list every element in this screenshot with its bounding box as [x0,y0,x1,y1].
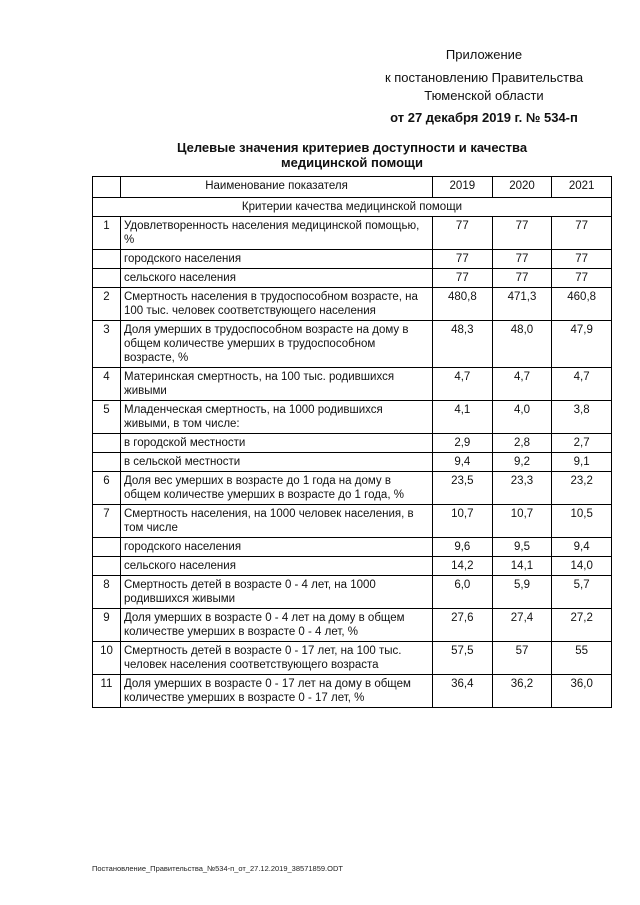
indicator-name: Доля вес умерших в возрасте до 1 года на дому в общем количестве умерших в возрасте до 1 года, % [121,472,433,505]
column-header-2020: 2020 [492,177,552,198]
value-2021: 10,5 [552,505,612,538]
value-2019: 4,7 [433,368,493,401]
indicator-name: Удовлетворенность населения медицинской помощью, % [121,217,433,250]
value-2019: 9,6 [433,538,493,557]
table-row [93,609,612,642]
appendix-date-number: от 27 декабря 2019 г. № 534-п [390,110,578,125]
value-2020: 10,7 [492,505,552,538]
value-2020: 23,3 [492,472,552,505]
value-2021: 47,9 [552,321,612,368]
value-2021: 14,0 [552,557,612,576]
row-number [93,250,121,269]
column-header-2019: 2019 [433,177,493,198]
value-2020: 4,0 [492,401,552,434]
table-row [93,576,612,609]
value-2020: 2,8 [492,434,552,453]
value-2019: 48,3 [433,321,493,368]
table-row [93,368,612,401]
row-number: 11 [93,675,121,708]
value-2020: 9,5 [492,538,552,557]
value-2020: 77 [492,250,552,269]
value-2020: 4,7 [492,368,552,401]
indicator-name: Доля умерших в трудоспособном возрасте на дому в общем количестве умерших в трудоспособном возрасте, % [121,321,433,368]
row-number: 2 [93,288,121,321]
value-2019: 6,0 [433,576,493,609]
value-2020: 14,1 [492,557,552,576]
indicator-name: Доля умерших в возрасте 0 - 17 лет на дому в общем количестве умерших в возрасте 0 - 17 лет, % [121,675,433,708]
value-2019: 14,2 [433,557,493,576]
value-2020: 27,4 [492,609,552,642]
footer-filename: Постановление_Правительства_№534-п_от_27.12.2019_38571859.ODT [92,864,343,873]
row-number: 1 [93,217,121,250]
table-row [93,288,612,321]
appendix-resolution-label: к постановлению Правительства [384,70,584,85]
indicator-name: сельского населения [121,557,433,576]
value-2019: 10,7 [433,505,493,538]
value-2021: 9,1 [552,453,612,472]
table-row [93,472,612,505]
value-2019: 9,4 [433,453,493,472]
table-header-row [93,177,612,198]
value-2021: 36,0 [552,675,612,708]
indicator-name: Младенческая смертность, на 1000 родившихся живыми, в том числе: [121,401,433,434]
value-2021: 2,7 [552,434,612,453]
value-2020: 36,2 [492,675,552,708]
indicator-name: Материнская смертность, на 100 тыс. родившихся живыми [121,368,433,401]
section-title: Критерии качества медицинской помощи [93,198,612,217]
criteria-table [92,176,612,708]
table-row [93,453,612,472]
indicator-name: сельского населения [121,269,433,288]
value-2020: 48,0 [492,321,552,368]
row-number [93,538,121,557]
document-title-line-1: Целевые значения критериев доступности и качества [176,140,528,155]
appendix-header [374,46,594,127]
value-2019: 77 [433,217,493,250]
row-number [93,453,121,472]
value-2021: 460,8 [552,288,612,321]
indicator-name: в сельской местности [121,453,433,472]
value-2021: 23,2 [552,472,612,505]
indicator-name: городского населения [121,250,433,269]
table-row [93,505,612,538]
value-2020: 57 [492,642,552,675]
table-row [93,250,612,269]
row-number: 3 [93,321,121,368]
value-2019: 36,4 [433,675,493,708]
value-2020: 77 [492,217,552,250]
indicator-name: в городской местности [121,434,433,453]
value-2021: 3,8 [552,401,612,434]
table-row [93,269,612,288]
row-number: 7 [93,505,121,538]
document-title-line-2: медицинской помощи [280,155,423,170]
value-2019: 4,1 [433,401,493,434]
value-2021: 77 [552,269,612,288]
table-row [93,557,612,576]
table-row [93,675,612,708]
document-title [92,140,612,170]
value-2020: 471,3 [492,288,552,321]
value-2021: 77 [552,250,612,269]
indicator-name: Смертность населения в трудоспособном возрасте, на 100 тыс. человек соответствующего населения [121,288,433,321]
column-header-2021: 2021 [552,177,612,198]
value-2019: 57,5 [433,642,493,675]
value-2020: 9,2 [492,453,552,472]
value-2021: 5,7 [552,576,612,609]
row-number: 9 [93,609,121,642]
value-2021: 77 [552,217,612,250]
value-2021: 9,4 [552,538,612,557]
value-2021: 55 [552,642,612,675]
row-number [93,557,121,576]
value-2020: 77 [492,269,552,288]
value-2019: 27,6 [433,609,493,642]
row-number [93,434,121,453]
value-2021: 4,7 [552,368,612,401]
value-2019: 2,9 [433,434,493,453]
table-row [93,642,612,675]
appendix-label: Приложение [445,47,523,62]
table-row [93,538,612,557]
row-number [93,269,121,288]
indicator-name: Смертность населения, на 1000 человек населения, в том числе [121,505,433,538]
table-row [93,434,612,453]
indicator-name: городского населения [121,538,433,557]
row-number: 6 [93,472,121,505]
appendix-region: Тюменской области [424,88,544,103]
value-2020: 5,9 [492,576,552,609]
table-row [93,321,612,368]
value-2019: 480,8 [433,288,493,321]
column-header-number [93,177,121,198]
section-row [93,198,612,217]
value-2021: 27,2 [552,609,612,642]
table-row [93,217,612,250]
table-row [93,401,612,434]
row-number: 8 [93,576,121,609]
indicator-name: Доля умерших в возрасте 0 - 4 лет на дому в общем количестве умерших в возрасте 0 - 4 лет, % [121,609,433,642]
row-number: 5 [93,401,121,434]
indicator-name: Смертность детей в возрасте 0 - 17 лет, на 100 тыс. человек населения соответствующего возраста [121,642,433,675]
value-2019: 77 [433,269,493,288]
row-number: 4 [93,368,121,401]
row-number: 10 [93,642,121,675]
indicator-name: Смертность детей в возрасте 0 - 4 лет, на 1000 родившихся живыми [121,576,433,609]
column-header-indicator: Наименование показателя [121,177,433,198]
value-2019: 23,5 [433,472,493,505]
value-2019: 77 [433,250,493,269]
